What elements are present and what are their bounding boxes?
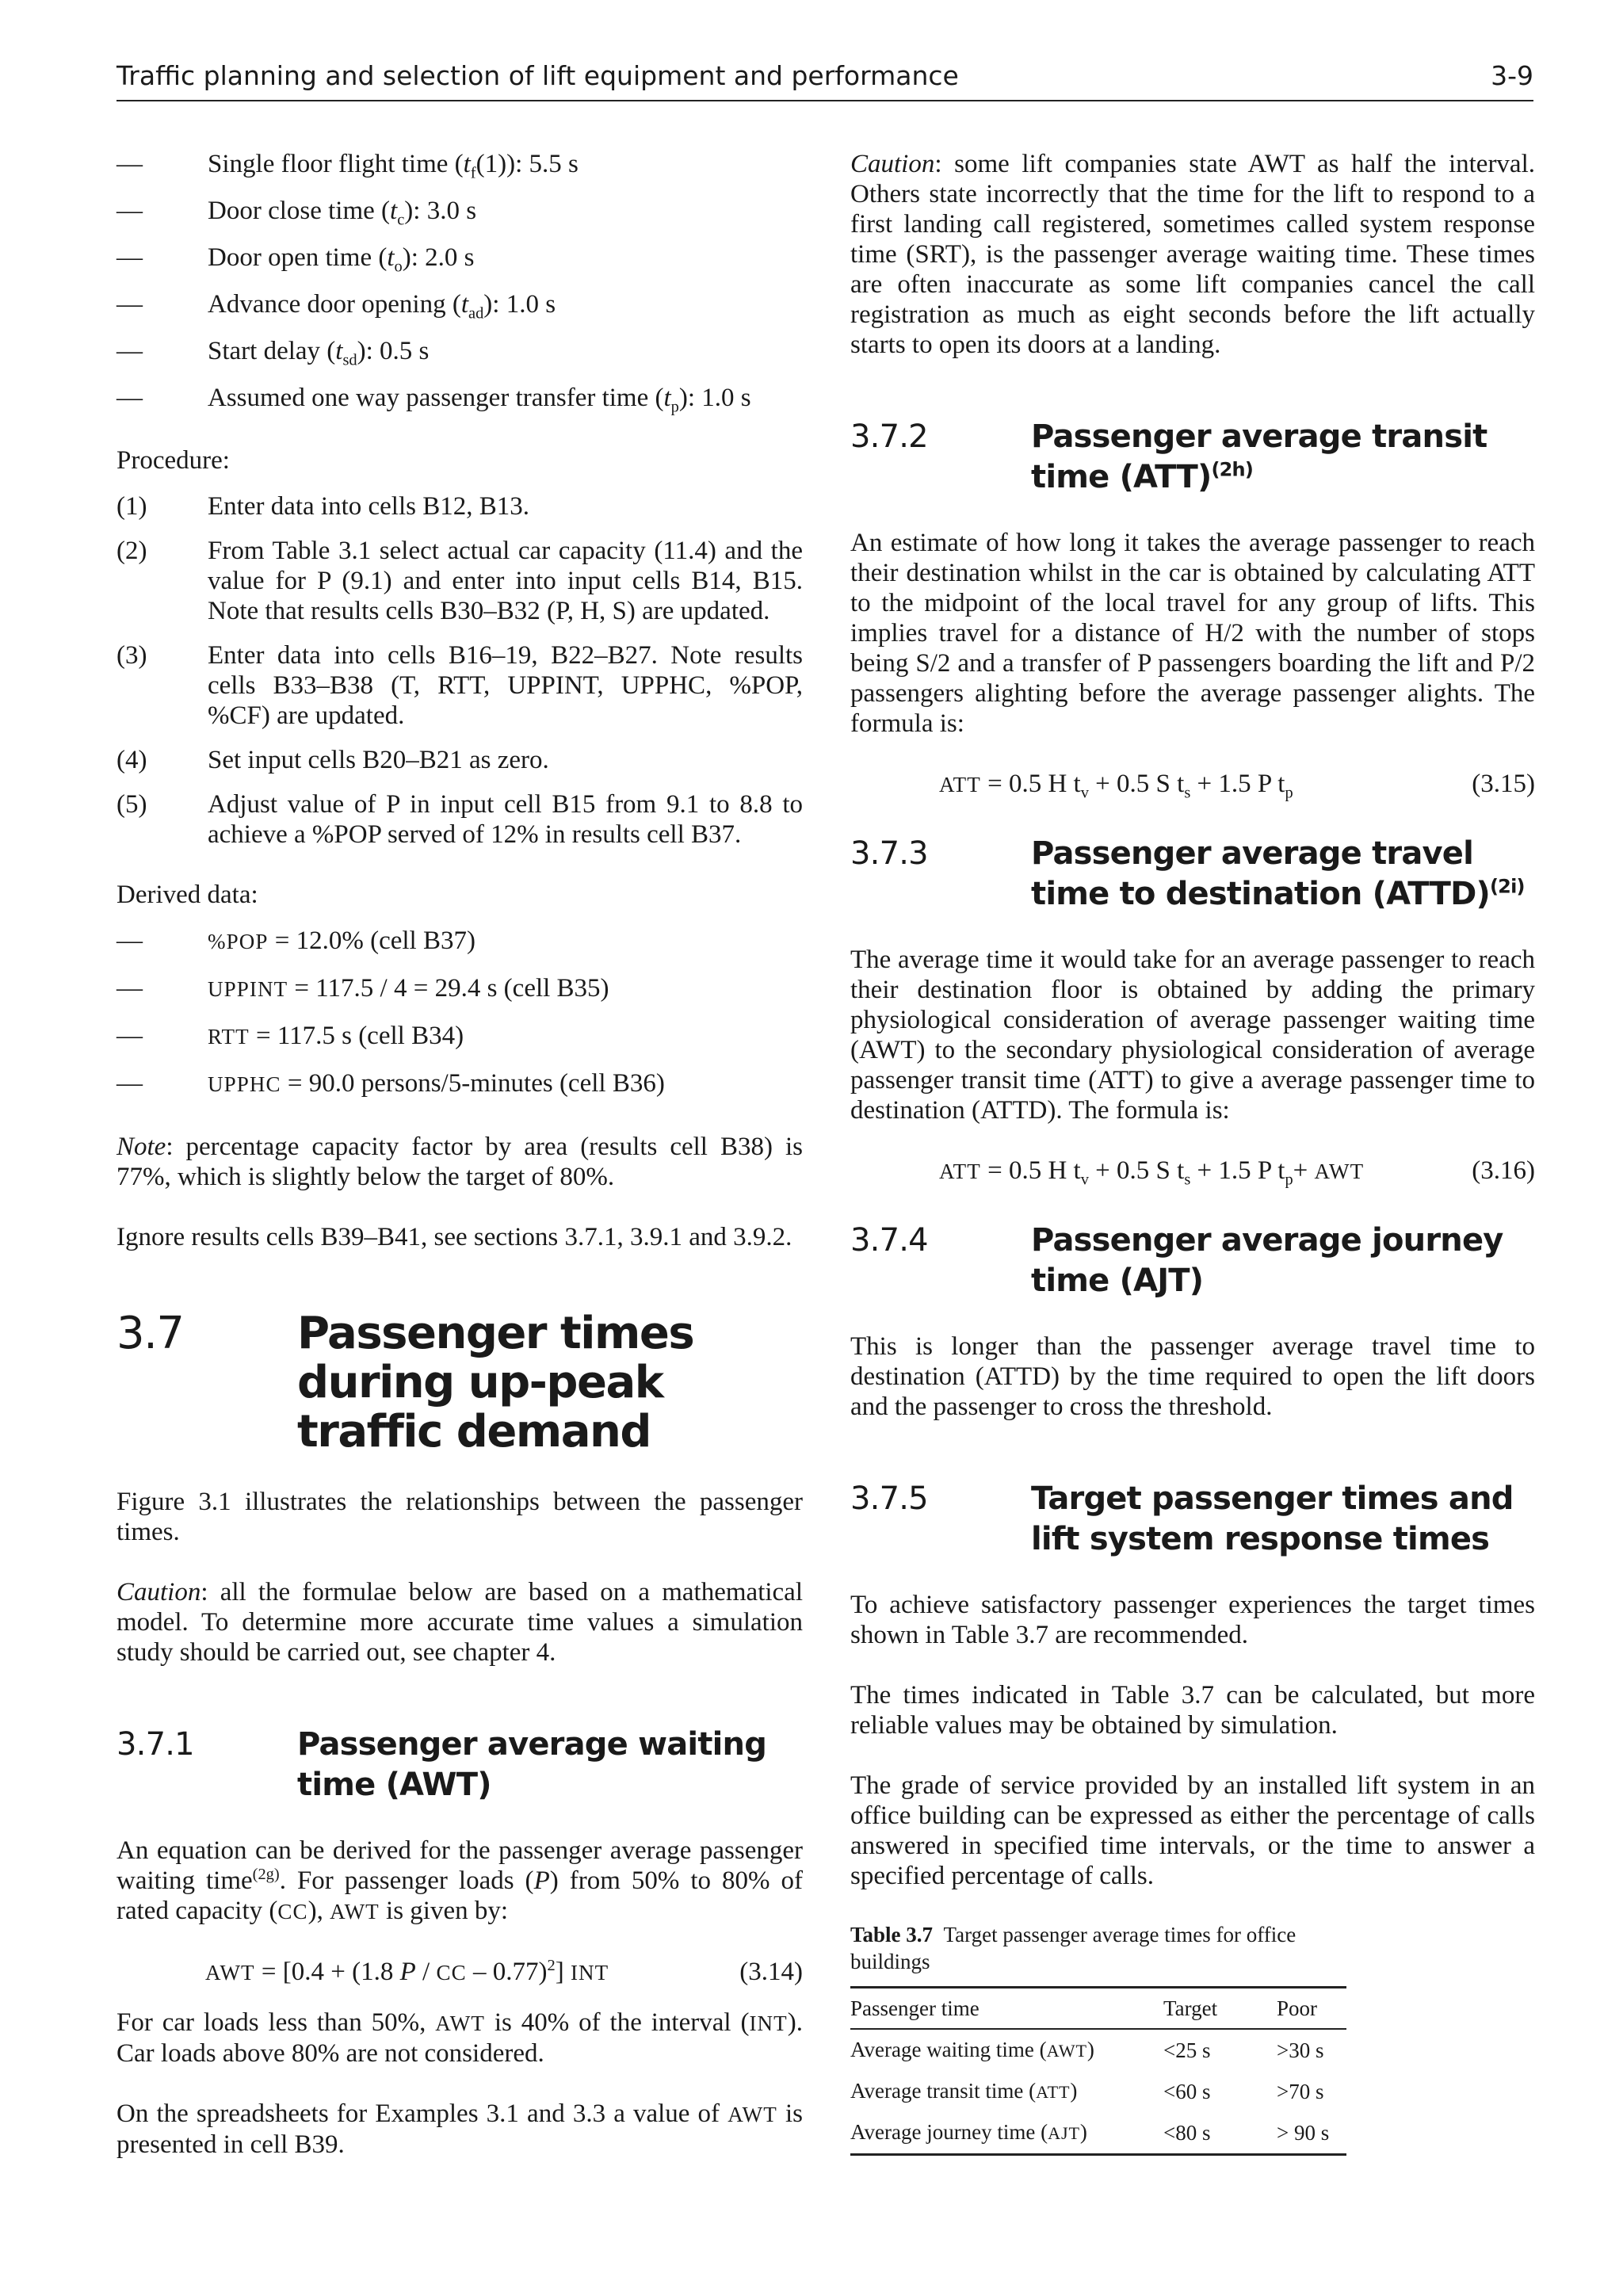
equation-number: (3.15) xyxy=(1472,770,1535,798)
table-cell: >30 s xyxy=(1277,2038,1324,2062)
table-cell: <25 s xyxy=(1163,2038,1211,2062)
right-column xyxy=(850,149,1535,2156)
list-item: — Door open time $(t_o)$: 2.0 s xyxy=(116,243,475,276)
procedure-list xyxy=(116,491,803,850)
figure-paragraph: Figure 3.1 illustrates the relationships between the passenger times. xyxy=(116,1488,803,1546)
equation-3-16: ATT = 0.5 H $t_v + 0.5$ S $t_s + 1.5$ P $t_p+$ AWT (3.16) xyxy=(939,1156,1535,1189)
running-head-title: Traffic planning and selection of lift equipment and performance xyxy=(116,60,959,91)
list-item: — Door close time $(t_c)$: 3.0 s xyxy=(116,197,477,229)
list-item: — RTT = 117.5 s (cell B34) xyxy=(116,1022,464,1050)
section-heading-3-7-5: 3.7.5 Target passenger times and lift system response times xyxy=(850,1480,1514,1557)
derived-data-label: Derived data: xyxy=(116,881,258,909)
list-item: — Assumed one way passenger transfer time $(t_p)$: 1.0 s xyxy=(116,384,751,416)
list-item: (5) Adjust value of P in input cell B15 from 9.1 to 8.8 to achieve a %POP served of 12% in results cell B37. xyxy=(116,790,803,849)
note-paragraph: Note: percentage capacity factor by area (results cell B38) is 77%, which is slightly below the target of 80%. xyxy=(116,1133,803,1191)
table-cell: <80 s xyxy=(1163,2121,1211,2145)
caution-paragraph: Caution: all the formulae below are based on a mathematical model. To determine more accurate time values a simulation study should be carried out, see chapter 4. xyxy=(116,1578,803,1667)
attd-paragraph: The average time it would take for an average passenger to reach their destination floor is obtained by adding the primary physiological consideration of average passenger waiting time (AWT) to the secondary physiological consideration of average passenger transit time (ATT) to give a average passenger time to destination (ATTD). The formula is: xyxy=(850,946,1535,1125)
section-heading-3-7: 3.7 Passenger times during up-peak traffic demand xyxy=(116,1308,694,1457)
running-head xyxy=(116,57,1533,101)
list-item: (1) Enter data into cells B12, B13. xyxy=(116,492,530,521)
target-paragraph-2: The times indicated in Table 3.7 can be calculated, but more reliable values may be obtained by simulation. xyxy=(850,1681,1535,1740)
table-cell: <60 s xyxy=(1163,2080,1211,2103)
target-paragraph-1: To achieve satisfactory passenger experiences the target times shown in Table 3.7 are recommended. xyxy=(850,1591,1535,1649)
caution-paragraph: Caution: some lift companies state AWT as half the interval. Others state incorrectly that the time for the lift to respond to a first landing call registered, sometimes called system response time (SRT), is the passenger average waiting time. These times are often inaccurate as some lift companies cancel the call registration as much as eight seconds before the lift actually starts to open its doors at a landing. xyxy=(850,150,1535,359)
equation-3-15: ATT = 0.5 H $t_v + 0.5$ S $t_s + 1.5$ P $t_p$ (3.15) xyxy=(939,770,1535,802)
section-heading-3-7-1: 3.7.1 Passenger average waiting time (AWT) xyxy=(116,1726,767,1803)
ajt-paragraph: This is longer than the passenger average travel time to destination (ATTD) by the time required to open the lift doors and the passenger to cross the threshold. xyxy=(850,1332,1535,1421)
section-heading-3-7-3: 3.7.3 Passenger average travel time to destination (ATTD)$^{(2i)}$ xyxy=(850,835,1525,912)
equation-number: (3.16) xyxy=(1472,1156,1535,1185)
list-item: — UPPINT = 117.5 / 4 = 29.4 s (cell B35) xyxy=(116,974,609,1003)
list-item: — Advance door opening $(t_{ad})$: 1.0 s xyxy=(116,290,556,323)
table-header-row xyxy=(850,1988,1346,2030)
table-cell: Average transit time (ATT) xyxy=(850,2079,1078,2103)
table-cell: Average journey time (AJT) xyxy=(850,2120,1087,2144)
table-cell: >70 s xyxy=(1277,2080,1324,2103)
spreadsheet-paragraph: On the spreadsheets for Examples 3.1 and 3.3 a value of AWT is presented in cell B39. xyxy=(116,2099,803,2159)
att-paragraph: An estimate of how long it takes the average passenger to reach their destination whilst in the car is obtained by calculating ATT to the midpoint of the local travel for any group of lifts. This implies travel for a distance of H/2 with the number of stops being S/2 and a transfer of P passengers boarding the lift and P/2 passengers alighting before the average passenger alights. The formula is: xyxy=(850,529,1535,738)
ignore-paragraph: Ignore results cells B39–B41, see sections 3.7.1, 3.9.1 and 3.9.2. xyxy=(116,1223,792,1251)
table-row xyxy=(850,2071,1346,2112)
derived-data-list xyxy=(116,926,803,1099)
section-heading-3-7-4: 3.7.4 Passenger average journey time (AJT) xyxy=(850,1222,1503,1299)
list-item: — %POP = 12.0% (cell B37) xyxy=(116,926,475,955)
left-column xyxy=(116,149,803,2160)
list-item: (2) From Table 3.1 select actual car capacity (11.4) and the value for P (9.1) and enter into input cells B14, B15. Note that results cells B30–B32 (P, H, S) are updated. xyxy=(116,537,803,625)
table-row xyxy=(850,2029,1346,2071)
table-row xyxy=(850,2112,1346,2155)
page-number: 3-9 xyxy=(1491,60,1533,91)
table-caption: Table 3.7 Target passenger average times for office buildings xyxy=(850,1923,1296,1973)
column-header: Passenger time xyxy=(850,1996,980,2020)
list-item: — UPPHC = 90.0 persons/5-minutes (cell B36) xyxy=(116,1069,665,1098)
input-parameter-list xyxy=(116,149,803,416)
procedure-label: Procedure: xyxy=(116,446,230,475)
list-item: (3) Enter data into cells B16–19, B22–B27. Note results cells B33–B38 (T, RTT, UPPINT, UPPHC, %POP, %CF) are updated. xyxy=(116,641,803,730)
table-cell: > 90 s xyxy=(1277,2121,1330,2145)
list-item: — Single floor flight time $(t_f(1))$: 5.5 s xyxy=(116,150,579,182)
column-header: Poor xyxy=(1277,1996,1318,2020)
equation-number: (3.14) xyxy=(739,1958,803,1986)
equation-3-14: AWT = [0.4 + (1.8 P / CC – 0.77)$^2$] INT (3.14) xyxy=(205,1957,803,1986)
column-header: Target xyxy=(1163,1996,1218,2020)
target-times-table xyxy=(850,1986,1346,2156)
list-item: — Start delay $(t_{sd})$: 0.5 s xyxy=(116,337,430,369)
target-paragraph-3: The grade of service provided by an installed lift system in an office building can be expressed as either the percentage of calls answered in specified time intervals, or the time to answer a specified percentage of calls. xyxy=(850,1771,1535,1890)
awt-paragraph: An equation can be derived for the passenger average passenger waiting time$^{(2g)}$. For passenger loads (P) from 50% to 80% of rated capacity (CC), AWT is given by: xyxy=(116,1836,803,1925)
section-heading-3-7-2: 3.7.2 Passenger average transit time (ATT)$^{(2h)}$ xyxy=(850,418,1487,495)
table-cell: Average waiting time (AWT) xyxy=(850,2038,1094,2061)
list-item: (4) Set input cells B20–B21 as zero. xyxy=(116,746,549,774)
car-loads-paragraph: For car loads less than 50%, AWT is 40% of the interval (INT). Car loads above 80% are not considered. xyxy=(116,2008,803,2068)
